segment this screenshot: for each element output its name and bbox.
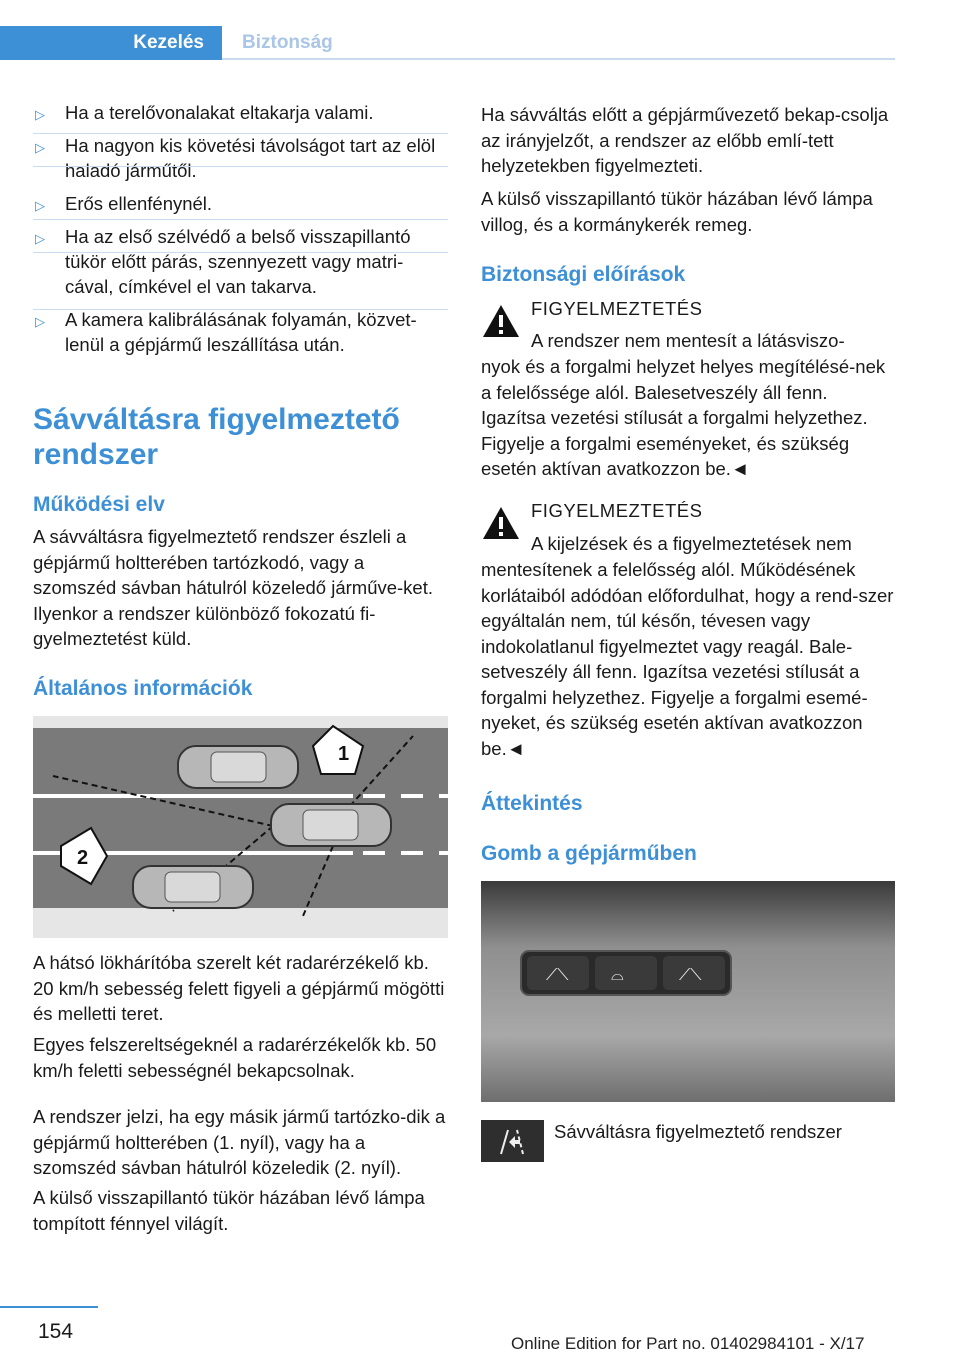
tab-biztonsag[interactable]: Biztonság bbox=[242, 32, 333, 53]
divider bbox=[33, 166, 448, 167]
vehicle-button-photo bbox=[481, 881, 895, 1102]
lane-change-warning-icon: ⟋⟍ bbox=[546, 965, 569, 984]
list-item: ▷ Ha a terelővonalakat eltakarja valami. bbox=[33, 100, 448, 125]
divider bbox=[33, 252, 448, 253]
paragraph: Egyes felszereltségeknél a radarérzékelők kb. 50 km/h feletti sebességnél bekapcsolnak. bbox=[33, 1034, 437, 1081]
lane-icon: ⟋⟍ bbox=[679, 965, 702, 984]
arrow-1-label: 1 bbox=[338, 743, 350, 765]
subheading-attekintes: Áttekintés bbox=[481, 792, 583, 815]
chapter-tab-bar bbox=[0, 26, 895, 62]
triangle-bullet-icon: ▷ bbox=[35, 198, 45, 213]
paragraph: Ha sávváltás előtt a gépjárművezető bekap-csolja az irányjelzőt, a rendszer az előbb emlí-tett helyzetekben figyelmezteti. bbox=[481, 104, 889, 176]
car-blind-spot bbox=[178, 746, 298, 788]
warning-triangle-icon bbox=[481, 303, 521, 339]
paragraph: A külső visszapillantó tükör házában lévő lámpa villog, és a kormánykerék remeg. bbox=[481, 188, 873, 235]
tab-kezeles[interactable]: Kezelés bbox=[0, 26, 222, 60]
tab-underline bbox=[222, 58, 895, 60]
list-item: ▷ A kamera kalibrálásának folyamán, közvet-lenül a gépjármű leszállítása után. bbox=[35, 309, 417, 355]
triangle-bullet-icon: ▷ bbox=[35, 231, 45, 246]
arrow-2-label: 2 bbox=[77, 847, 89, 869]
triangle-bullet-icon: ▷ bbox=[35, 107, 45, 122]
subheading-mukodesi-elv: Működési elv bbox=[33, 493, 165, 516]
warning-triangle-icon bbox=[481, 505, 521, 541]
divider bbox=[33, 133, 448, 134]
list-item: ▷ Ha az első szélvédő a belső visszapillantó tükör előtt párás, szennyezett vagy matri-cával, címkével el van takarva. bbox=[35, 226, 411, 297]
list-item: ▷ Erős ellenfénynél. bbox=[33, 191, 448, 216]
page-number: 154 bbox=[38, 1320, 74, 1343]
footer-line bbox=[0, 1306, 98, 1308]
assist-button[interactable] bbox=[595, 956, 657, 990]
triangle-bullet-icon: ▷ bbox=[35, 314, 45, 329]
condition-list bbox=[33, 100, 448, 365]
warning-text: A kijelzések és a figyelmeztetések nem bbox=[531, 533, 852, 554]
car-own bbox=[271, 804, 391, 846]
paragraph: A rendszer jelzi, ha egy másik jármű tartózko-dik a gépjármű holtterében (1. nyíl), vagy ha a szomszéd sávban hátulról közeledik (2. nyíl). bbox=[33, 1106, 446, 1178]
edition-text: Online Edition for Part no. 01402984101 - X/17 bbox=[511, 1334, 865, 1353]
lane-change-warning-icon bbox=[481, 1120, 544, 1162]
warning-label: FIGYELMEZTETÉS bbox=[531, 298, 703, 319]
warning-text: A rendszer nem mentesít a látásviszo- bbox=[531, 330, 845, 351]
triangle-bullet-icon: ▷ bbox=[35, 140, 45, 155]
divider bbox=[33, 309, 448, 310]
subheading-biztonsagi-eloirasok: Biztonsági előírások bbox=[481, 263, 686, 286]
car-front-icon: ⌓ bbox=[611, 965, 624, 984]
subheading-gomb: Gomb a gépjárműben bbox=[481, 842, 697, 865]
section-title: Sávváltásra figyelmeztető rendszer bbox=[33, 403, 400, 471]
lane-diagram bbox=[33, 716, 448, 938]
divider bbox=[33, 219, 448, 220]
subheading-altalanos: Általános információk bbox=[33, 677, 253, 700]
paragraph: A hátsó lökhárítóba szerelt két radarérzékelő kb. 20 km/h sebesség felett figyeli a gépjármű mögötti és melletti teret. bbox=[33, 952, 445, 1024]
button-caption: Sávváltásra figyelmeztető rendszer bbox=[554, 1121, 842, 1142]
car-approaching bbox=[133, 866, 253, 908]
paragraph: A sávváltásra figyelmeztető rendszer észleli a gépjármű holtterében tartózkodó, vagy a szomszéd sávban hátulról közeledő járműve-ket. Ilyenkor a rendszer különböző fokozatú fi-gyelmeztetést küld. bbox=[33, 526, 433, 649]
warning-text: mentesítenek a felelősség alól. Működésének korlátaiból adódóan előfordulhat, hogy a rend-szer egyáltalán nem, túl későn, tévesen vagy indokolatlanul figyelmeztet vagy reagál. Bale-setveszély áll fenn. Igazítsa vezetési stílusát a forgalmi helyzethez. Figyelje a forgalmi esemé-nyeket, és szükség esetén aktívan avatkozzon be.◄ bbox=[481, 559, 894, 759]
paragraph: A külső visszapillantó tükör házában lévő lámpa tompított fénnyel világít. bbox=[33, 1187, 425, 1234]
warning-text: nyok és a forgalmi helyzet helyes megítélésé-nek a felelőssége alól. Balesetveszély áll fenn. Igazítsa vezetési stílusát a forgalmi helyzethez. Figyelje a forgalmi eseményeket, és szükség esetén aktívan avatkozzon be.◄ bbox=[481, 356, 886, 479]
list-item: ▷ Ha nagyon kis követési távolságot tart az elöl haladó járműtől. bbox=[35, 135, 436, 181]
warning-label: FIGYELMEZTETÉS bbox=[531, 500, 703, 521]
